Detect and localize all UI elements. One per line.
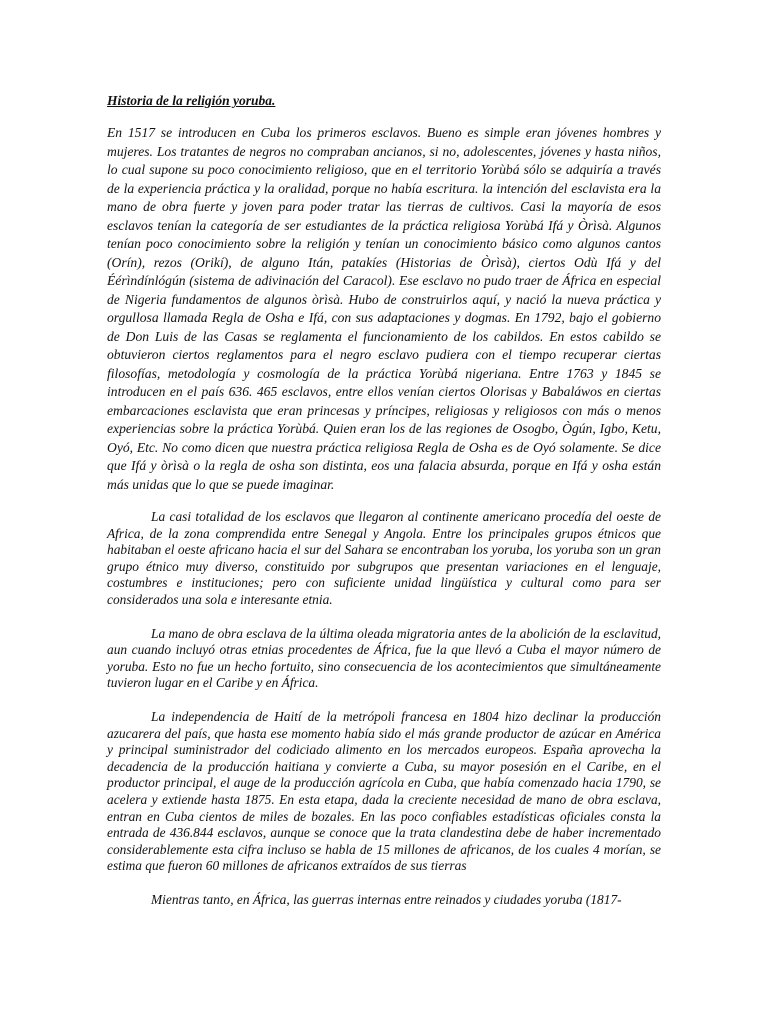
paragraph-1: En 1517 se introducen en Cuba los primeros esclavos. Bueno es simple eran jóvenes hombres y mujeres. Los tratantes de negros no compraban ancianos, si no, adolescentes, jóvenes y hasta niños, lo cual supone su poco conocimiento religioso, que en el territorio Yorùbá sólo se adquiría a través de la experiencia práctica y la oralidad, porque no había escritura. la intención del esclavista era la mano de obra fuerte y joven para poder tratar las tierras de cultivos. Casi la mayoría de esos esclavos tenían la categoría de ser estudiantes de la práctica religiosa Yorùbá Ifá y Òrìsà. Algunos tenían poco conocimiento sobre la religión y tenían un conocimiento básico como algunos cantos (Orín), rezos (Orikí), de alguno Itán, patakíes (Historias de Òrìsà), ciertos Odù Ifá y del Éérìndínlógún (sistema de adivinación del Caracol). Ese esclavo no pudo traer de África en especial de Nigeria fundamentos de algunos òrìsà. Hubo de construirlos aquí, y nació la nueva práctica y orgullosa llamada Regla de Osha e Ifá, con sus adaptaciones y dogmas. En 1792, bajo el gobierno de Don Luis de las Casas se reglamenta el funcionamiento de los cabildos. En estos cabildo se obtuvieron ciertos reglamentos para el negro esclavo pudiera con el tiempo recuperar ciertas filosofías, metodología y cosmología de la práctica Yorùbá nigeriana. Entre 1763 y 1845 se introducen en el país 636. 465 esclavos, entre ellos venían ciertos Olorisas y Babaláwos en ciertas embarcaciones esclavista que eran princesas y príncipes, religiosas y religiosos con más o menos experiencias sobre la práctica Yorùbá. Quien eran los de las regiones de Osogbo, Ògún, Igbo, Ketu, Oyó, Etc. No como dicen que nuestra práctica religiosa Regla de Osha es de Oyó solamente. Se dice que Ifá y òrìsà o la regla de osha son distinta, eos una falacia absurda, porque en Ifá y osha están más unidas que lo que se puede imaginar. [107, 125, 661, 492]
paragraph-5: Mientras tanto, en África, las guerras internas entre reinados y ciudades yoruba (1817- [151, 891, 622, 907]
paragraph-4: La independencia de Haití de la metrópoli francesa en 1804 hizo declinar la producción azucarera del país, que hasta ese momento había sido el más grande productor de azúcar en América y principal suministrador del codiciado alimento en los mercados europeos. España aprovecha la decadencia de la producción haitiana y convierte a Cuba, su mayor posesión en el Caribe, en el productor principal, el auge de la producción agrícola en Cuba, que había comenzado hacia 1790, se acelera y extiende hasta 1875. En esta etapa, dada la creciente necesidad de mano de obra esclava, entran en Cuba cientos de miles de bozales. En las poco confiables estadísticas oficiales consta la entrada de 436.844 esclavos, aunque se conoce que la trata clandestina debe de haber incrementado considerablemente esta cifra incluso se habla de 15 millones de africanos, de los cuales 4 morían, se estima que fueron 60 millones de africanos extraídos de sus tierras [107, 708, 661, 874]
paragraph-3: La mano de obra esclava de la última oleada migratoria antes de la abolición de la esclavitud, aun cuando incluyó otras etnias procedentes de África, fue la que llevó a Cuba el mayor número de yoruba. Esto no fue un hecho fortuito, sino consecuencia de los acontecimientos que simultáneamente tuvieron lugar en el Caribe y en África. [107, 625, 661, 691]
paragraph-2: La casi totalidad de los esclavos que llegaron al continente americano procedía del oeste de Africa, de la zona comprendida entre Senegal y Angola. Entre los principales grupos étnicos que habitaban el oeste africano hacia el sur del Sahara se encontraban los yoruba, los yoruba son un gran grupo étnico muy diverso, constituido por subgrupos que presentan variaciones en el lenguaje, costumbres e instituciones; pero con suficiente unidad lingüística y cultural como para ser considerados una sola e interesante etnia. [107, 509, 661, 607]
document-page [107, 92, 661, 925]
document-title: Historia de la religión yoruba. [107, 93, 276, 108]
